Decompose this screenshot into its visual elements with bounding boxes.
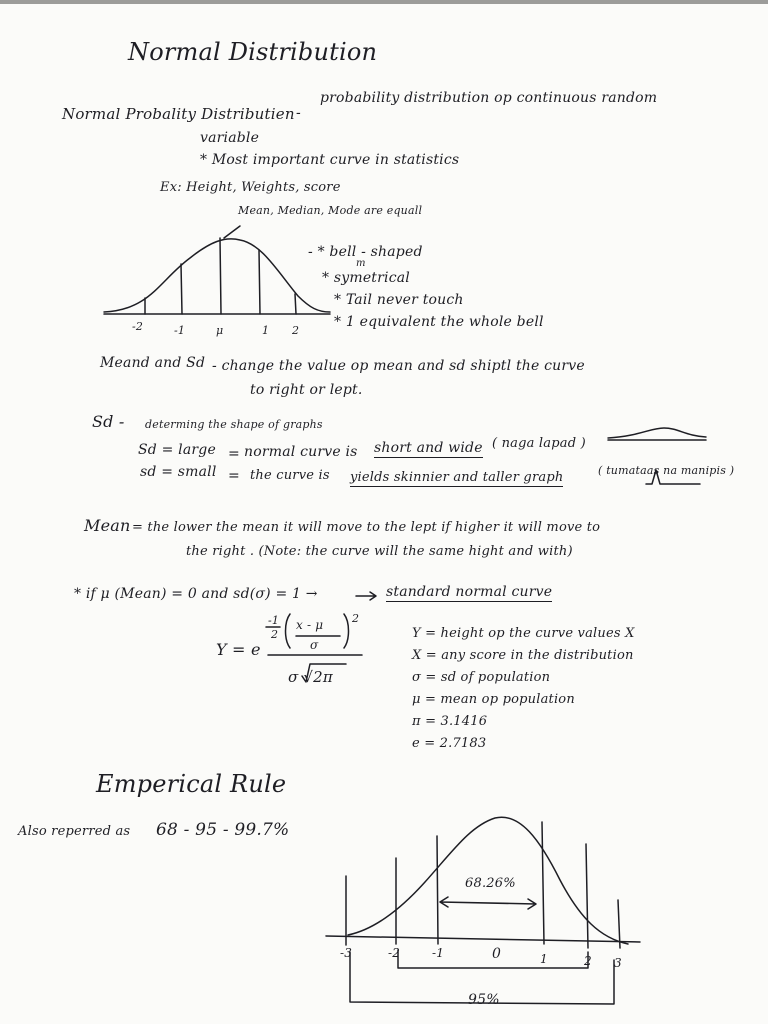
legend-item: μ = mean op population [412, 692, 575, 707]
sd-small-eq: = [228, 468, 240, 484]
legend-item: e = 2.7183 [412, 736, 487, 751]
empirical-997-bracket [350, 952, 614, 1004]
formula-exp-den: 2 [271, 628, 279, 641]
empirical-68-label: 68.26% [465, 876, 516, 891]
empirical-axis [326, 936, 640, 942]
empirical-95-label: 95% [468, 992, 500, 1008]
bell-prop-2-insert: m [356, 258, 366, 269]
bell-prop-3: * Tail never touch [334, 292, 464, 308]
sd-large-underlined: short and wide [374, 440, 483, 456]
empirical-divider [586, 844, 588, 948]
legend-item: Y = height op the curve values X [412, 626, 635, 641]
definition-examples: Ex: Height, Weights, score [160, 180, 341, 195]
small-tick-label: -2 [132, 320, 144, 333]
small-tick-label: 1 [262, 324, 270, 337]
formula-exp-num: -1 [268, 614, 280, 627]
small-tick-label: 2 [292, 324, 300, 337]
peak-label: Mean, Median, Mode are equall [238, 204, 423, 217]
formula-inner-num: x - μ [296, 618, 324, 632]
mean-sd-label: Meand and Sd [100, 355, 206, 371]
sd-large-text: normal curve is [244, 444, 358, 460]
mean-label: Mean [84, 516, 131, 535]
standard-result: standard normal curve [386, 584, 553, 600]
sd-small-paren: ( tumataas na manipis ) [598, 464, 735, 477]
definition-note: * Most important curve in statistics [200, 152, 460, 168]
sd-label: Sd - [92, 412, 125, 431]
formula-paren-left [286, 614, 291, 648]
mean-sd-text-2: to right or lept. [250, 382, 363, 398]
small-tick-label: -1 [174, 324, 186, 337]
formula-root [302, 664, 346, 682]
sd-small-underlined: yields skinnier and taller graph [350, 470, 564, 485]
mean-text-2: the right . (Note: the curve will the same hight and with) [186, 544, 573, 559]
definition-term: Normal Probality Distributien [62, 105, 295, 123]
formula-denominator: σ √2π [288, 668, 333, 686]
empirical-68-arrow [440, 897, 536, 909]
sd-large-label: Sd = large [138, 442, 216, 458]
small-tick-label: μ [216, 324, 224, 337]
sd-small-label: sd = small [140, 464, 217, 480]
legend-item: X = any score in the distribution [412, 648, 634, 663]
emp-tick-label: -2 [388, 946, 401, 960]
empirical-title: Emperical Rule [96, 770, 287, 798]
standard-condition: * if μ (Mean) = 0 and sd(σ) = 1 → [74, 586, 318, 602]
page-title: Normal Distribution [128, 38, 378, 66]
empirical-percent: 68 - 95 - 99.7% [156, 820, 290, 840]
emp-tick-label: -1 [432, 946, 445, 960]
formula-inner-den: σ [310, 638, 319, 652]
mean-sd-text-1: - change the value op mean and sd shiptl the curve [212, 358, 585, 374]
wide-curve-sketch [608, 428, 706, 438]
small-bell-divider [181, 264, 182, 314]
formula-power: 2 [352, 612, 360, 625]
emp-tick-label: 3 [614, 956, 622, 970]
bell-prop-4: * 1 equivalent the whole bell [334, 314, 544, 330]
sd-large-eq: = [228, 446, 240, 462]
definition-text-line1: probability distribution op continuous random [320, 90, 658, 106]
sd-large-paren: ( naga lapad ) [492, 436, 586, 451]
sd-small-text: the curve is [250, 468, 330, 483]
skinny-curve-sketch [646, 470, 700, 484]
sd-definition: determing the shape of graphs [145, 418, 323, 431]
small-bell-divider [220, 238, 221, 314]
formula-lhs: Y = e [216, 640, 261, 659]
empirical-divider [542, 822, 544, 944]
emp-tick-label: -3 [340, 946, 353, 960]
emp-tick-label: 2 [584, 954, 592, 968]
small-bell-divider [259, 250, 260, 314]
definition-text-line2: variable [200, 130, 260, 146]
legend-item: σ = sd of population [412, 670, 551, 685]
arrow-stroke [356, 592, 376, 600]
empirical-divider [437, 836, 438, 944]
emp-tick-label: 1 [540, 952, 548, 966]
mean-text-1: = the lower the mean it will move to the lept if higher it will move to [132, 520, 601, 535]
formula-paren-right [344, 614, 349, 648]
bell-prop-1: - * bell - shaped [308, 244, 423, 260]
definition-dash: - [296, 105, 301, 121]
empirical-also: Also reperred as [18, 824, 131, 839]
emp-tick-label: 0 [492, 946, 502, 962]
small-bell-divider [295, 294, 296, 314]
bell-prop-2: * symetrical [322, 270, 410, 286]
legend-item: π = 3.1416 [412, 714, 488, 729]
peak-pointer-line [224, 226, 240, 238]
empirical-95-bracket [398, 950, 588, 968]
